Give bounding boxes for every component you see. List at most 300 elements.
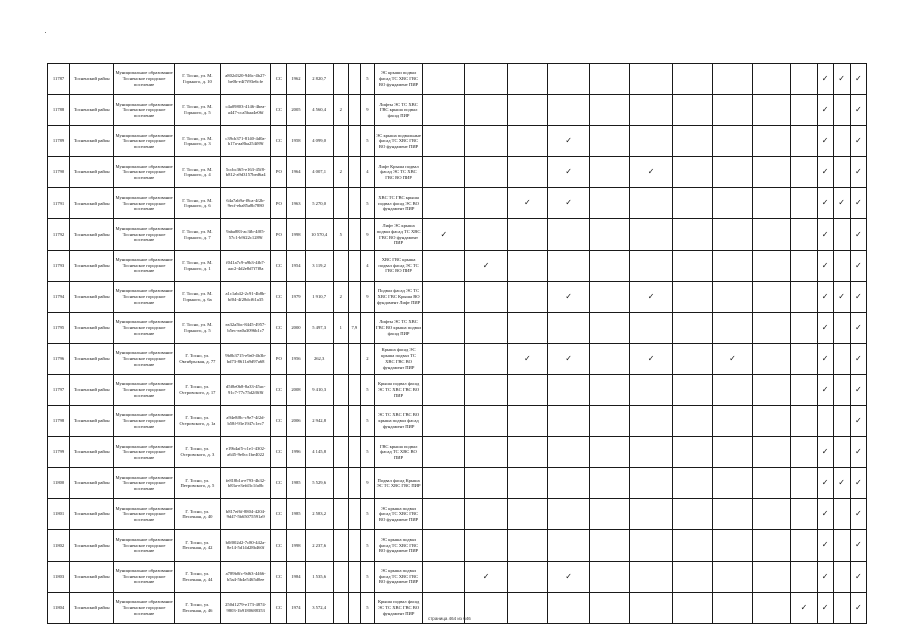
cell-c1: 5 [333,219,348,250]
empty-check-cell [753,188,791,219]
cell-area: 3 119,2 [305,250,333,281]
cell-district: Тосненский район [70,468,114,499]
empty-check-cell [791,157,817,188]
empty-check-cell [833,312,850,343]
cell-area: 2 583,2 [305,499,333,530]
empty-check-cell [630,499,672,530]
cell-address: Г. Тосно, ул. Островского, д. 3 [174,437,220,468]
empty-check-cell [465,157,507,188]
cell-works: ЭС крыши подвал фасад ТС ХВС ГВС ВО фундамент ПИР [374,64,422,95]
cell-address: Г. Тосно, ул. М. Горького, д. 6 [174,188,220,219]
empty-check-cell [423,312,465,343]
cell-c3: 5 [360,64,374,95]
cell-district: Тосненский район [70,157,114,188]
empty-check-cell [590,561,630,592]
cell-type: СС [271,530,287,561]
table-row [48,64,867,95]
empty-check-cell [590,437,630,468]
cell-district: Тосненский район [70,64,114,95]
empty-check-cell [507,219,547,250]
cell-year: 1984 [287,561,305,592]
cell-id: f041a7c9-a9b3-4fb7-aac2-4d2e8d7f7f8a [221,250,271,281]
empty-check-cell [465,281,507,312]
empty-check-cell [590,499,630,530]
cell-id: c39cb371-8140-4d0a-b17a-aa8ba254f89f [221,126,271,157]
empty-check-cell [465,312,507,343]
cell-n: 11791 [48,188,70,219]
cell-owner: Муниципальное образование Тосненское городское поселение [114,561,174,592]
cell-works: ЭС крыша подвал фасад ТС ХВС ГВС ВО фундамент ПИР [374,561,422,592]
checkmark-icon: ✓ [850,561,866,592]
empty-check-cell [833,530,850,561]
cell-id: b817ef6f-8804-4204-9d47-5b65075591a9 [221,499,271,530]
cell-area: 2 942,8 [305,406,333,437]
cell-c1 [333,499,348,530]
empty-check-cell [423,281,465,312]
empty-check-cell [791,312,817,343]
cell-c1 [333,343,348,374]
empty-check-cell [712,499,752,530]
cell-area: 5 529,6 [305,468,333,499]
cell-c1 [333,437,348,468]
empty-check-cell [465,126,507,157]
cell-c3: 9 [360,219,374,250]
checkmark-icon: ✓ [817,343,833,374]
checkmark-icon: ✓ [547,281,589,312]
empty-check-cell [833,592,850,623]
cell-n: 11794 [48,281,70,312]
cell-owner: Муниципальное образование Тосненское городское поселение [114,64,174,95]
cell-id: 5ccbc365-e163-45f8-b812-a9d3157bed6a4 [221,157,271,188]
empty-check-cell [753,95,791,126]
empty-check-cell [791,95,817,126]
cell-district: Тосненский район [70,281,114,312]
cell-c3: 5 [360,374,374,405]
cell-c1 [333,374,348,405]
cell-works: ЭС крыша подвальные фасад ТС ХВС ГВС ВО фундамент ПИР [374,126,422,157]
cell-n: 11800 [48,468,70,499]
cell-c2 [348,250,360,281]
empty-check-cell [590,468,630,499]
cell-id: d5f8e0b8-8a33-45ac-91c7-77c75d2f0f8f [221,374,271,405]
empty-check-cell [423,468,465,499]
cell-c2 [348,343,360,374]
cell-c2: 7,9 [348,312,360,343]
empty-check-cell [507,530,547,561]
empty-check-cell [590,126,630,157]
cell-year: 1974 [287,592,305,623]
cell-district: Тосненский район [70,126,114,157]
checkmark-icon: ✓ [507,188,547,219]
empty-check-cell [672,188,712,219]
cell-address: Г. Тосно, ул. Песочная, д. 46 [174,592,220,623]
empty-check-cell [423,530,465,561]
empty-check-cell [507,592,547,623]
table-row [48,188,867,219]
table-row [48,157,867,188]
cell-year: 1963 [287,188,305,219]
cell-c2 [348,157,360,188]
checkmark-icon: ✓ [791,592,817,623]
empty-check-cell [753,157,791,188]
cell-c2 [348,530,360,561]
empty-check-cell [712,561,752,592]
cell-n: 11787 [48,64,70,95]
table-row [48,374,867,405]
empty-check-cell [630,312,672,343]
cell-c3: 5 [360,437,374,468]
empty-check-cell [465,343,507,374]
cell-owner: Муниципальное образование Тосненское городское поселение [114,343,174,374]
cell-year: 1996 [287,437,305,468]
empty-check-cell [712,95,752,126]
empty-check-cell [833,561,850,592]
empty-check-cell [712,157,752,188]
cell-n: 11799 [48,437,70,468]
empty-check-cell [630,561,672,592]
cell-district: Тосненский район [70,188,114,219]
cell-works: Крыша подвал фасад ЭС ТС ХВС ГВС ВО фундамент ПИР [374,592,422,623]
cell-year: 1956 [287,343,305,374]
cell-c3: 5 [360,499,374,530]
checkmark-icon: ✓ [817,530,833,561]
table-row [48,437,867,468]
empty-check-cell [833,157,850,188]
table-row [48,530,867,561]
checkmark-icon: ✓ [817,561,833,592]
empty-check-cell [672,64,712,95]
cell-c3: 2 [360,343,374,374]
empty-check-cell [507,95,547,126]
checkmark-icon: ✓ [817,592,833,623]
cell-c1 [333,592,348,623]
checkmark-icon: ✓ [850,592,866,623]
checkmark-icon: ✓ [850,64,866,95]
cell-c1 [333,561,348,592]
empty-check-cell [791,437,817,468]
empty-check-cell [791,64,817,95]
checkmark-icon: ✓ [850,406,866,437]
cell-c2 [348,219,360,250]
empty-check-cell [672,468,712,499]
cell-works: Лифт ЭС крыша подвал фасад ТС ХВС ГВС ВО фундамент ПИР [374,219,422,250]
cell-area: 2 237,6 [305,530,333,561]
cell-type: РО [271,188,287,219]
empty-check-cell [465,530,507,561]
empty-check-cell [547,64,589,95]
checkmark-icon: ✓ [833,64,850,95]
table-row [48,561,867,592]
empty-check-cell [630,95,672,126]
cell-district: Тосненский район [70,592,114,623]
empty-check-cell [590,95,630,126]
cell-n: 11792 [48,219,70,250]
empty-check-cell [712,250,752,281]
cell-c1 [333,530,348,561]
empty-check-cell [712,437,752,468]
checkmark-icon: ✓ [833,281,850,312]
empty-check-cell [753,530,791,561]
checkmark-icon: ✓ [850,281,866,312]
cell-n: 11802 [48,530,70,561]
empty-check-cell [590,250,630,281]
cell-address: Г. Тосно, ул. М. Горького, д. 6а [174,281,220,312]
cell-type: СС [271,592,287,623]
empty-check-cell [791,468,817,499]
cell-n: 11796 [48,343,70,374]
cell-id: fe818b1a-e793-4b32-b83a-e3efd3c1fa0b [221,468,271,499]
checkmark-icon: ✓ [833,188,850,219]
empty-check-cell [547,95,589,126]
cell-n: 11795 [48,312,70,343]
cell-district: Тосненский район [70,406,114,437]
cell-type: СС [271,374,287,405]
cell-works: Подвал фасад Крыша ЭС ТС ХВС ГВС ПИР [374,468,422,499]
empty-check-cell [712,530,752,561]
cell-address: Г. Тосно, ул. Октябрьская, д. 77 [174,343,220,374]
cell-address: Г. Тосно, ул. Островского, д. 17 [174,374,220,405]
empty-check-cell [465,499,507,530]
table-row [48,406,867,437]
empty-check-cell [590,157,630,188]
cell-c2 [348,468,360,499]
cell-district: Тосненский район [70,530,114,561]
empty-check-cell [672,374,712,405]
empty-check-cell [507,468,547,499]
cell-c2 [348,126,360,157]
cell-owner: Муниципальное образование Тосненское городское поселение [114,468,174,499]
cell-year: 2005 [287,95,305,126]
empty-check-cell [791,561,817,592]
checkmark-icon: ✓ [547,188,589,219]
empty-check-cell [423,157,465,188]
cell-id: ea32a5bc-8445-4957-b5ec-ea0a3096b1c7 [221,312,271,343]
empty-check-cell [630,406,672,437]
empty-check-cell [672,437,712,468]
cell-c3: 9 [360,95,374,126]
empty-check-cell [753,343,791,374]
cell-works: Крыша подвал фасад ЭС ТС ХВС ГВС ВО ПИР [374,374,422,405]
empty-check-cell [672,250,712,281]
cell-area: 1 910,7 [305,281,333,312]
cell-type: РО [271,157,287,188]
empty-check-cell [630,126,672,157]
empty-check-cell [630,219,672,250]
cell-works: ГВС крыша подвал фасад ТС ХВС ВО ПИР [374,437,422,468]
cell-id: 9aba883-ac3fb-4f05-57c1-b9f22c1289f [221,219,271,250]
cell-c3: 4 [360,250,374,281]
empty-check-cell [833,343,850,374]
empty-check-cell [833,250,850,281]
cell-type: СС [271,250,287,281]
cell-owner: Муниципальное образование Тосненское городское поселение [114,95,174,126]
empty-check-cell [791,530,817,561]
cell-c2 [348,406,360,437]
empty-check-cell [672,95,712,126]
empty-check-cell [465,437,507,468]
cell-type: РО [271,343,287,374]
empty-check-cell [753,406,791,437]
cell-owner: Муниципальное образование Тосненское городское поселение [114,126,174,157]
empty-check-cell [630,188,672,219]
empty-check-cell [753,561,791,592]
empty-check-cell [833,95,850,126]
cell-district: Тосненский район [70,250,114,281]
empty-check-cell [833,219,850,250]
cell-c2 [348,561,360,592]
empty-check-cell [672,343,712,374]
empty-check-cell [423,561,465,592]
cell-district: Тосненский район [70,312,114,343]
cell-district: Тосненский район [70,219,114,250]
cell-type: РО [271,219,287,250]
cell-c1 [333,188,348,219]
checkmark-icon: ✓ [712,343,752,374]
cell-c3: 4 [360,157,374,188]
empty-check-cell [833,437,850,468]
cell-owner: Муниципальное образование Тосненское городское поселение [114,157,174,188]
cell-c1: 1 [333,312,348,343]
empty-check-cell [590,343,630,374]
cell-c2 [348,499,360,530]
empty-check-cell [672,499,712,530]
table-row [48,95,867,126]
empty-check-cell [507,561,547,592]
cell-area: 10 570,4 [305,219,333,250]
checkmark-icon: ✓ [850,437,866,468]
empty-check-cell [547,219,589,250]
cell-n: 11790 [48,157,70,188]
empty-check-cell [630,437,672,468]
cell-type: СС [271,312,287,343]
checkmark-icon: ✓ [850,250,866,281]
empty-check-cell [590,312,630,343]
empty-check-cell [753,219,791,250]
cell-address: Г. Тосно, ул. М. Горького, д. 10 [174,64,220,95]
empty-check-cell [791,219,817,250]
cell-id: 9b0b3715-e9a0-4b3b-bd73-8611a9d97a68 [221,343,271,374]
cell-works: Подвал фасад ЭС ТС ХВС ГВС Крыша ВО фундамент Лифт ПИР [374,281,422,312]
empty-check-cell [712,312,752,343]
cell-year: 2008 [287,374,305,405]
cell-n: 11789 [48,126,70,157]
cell-id: e19b4af5-c1e1-4302-a645-9e0cc1be4022 [221,437,271,468]
empty-check-cell [547,437,589,468]
empty-check-cell [753,64,791,95]
empty-check-cell [712,406,752,437]
checkmark-icon: ✓ [850,188,866,219]
empty-check-cell [753,281,791,312]
checkmark-icon: ✓ [465,250,507,281]
empty-check-cell [791,126,817,157]
empty-check-cell [465,468,507,499]
cell-owner: Муниципальное образование Тосненское городское поселение [114,592,174,623]
table-row [48,499,867,530]
checkmark-icon: ✓ [850,157,866,188]
empty-check-cell [630,250,672,281]
checkmark-icon: ✓ [850,343,866,374]
empty-check-cell [465,592,507,623]
empty-check-cell [712,219,752,250]
checkmark-icon: ✓ [817,312,833,343]
cell-address: Г. Тосно, ул. Песочная, д. 40 [174,499,220,530]
cell-address: Г. Тосно, ул. Песочная, д. 44 [174,561,220,592]
empty-check-cell [672,281,712,312]
empty-check-cell [791,343,817,374]
cell-address: Г. Тосно, ул. М. Горького, д. 3 [174,126,220,157]
cell-c2 [348,95,360,126]
cell-type: СС [271,64,287,95]
cell-area: 9 410,3 [305,374,333,405]
cell-owner: Муниципальное образование Тосненское городское поселение [114,499,174,530]
checkmark-icon: ✓ [833,468,850,499]
cell-c2 [348,188,360,219]
cell-c1 [333,126,348,157]
cell-c2 [348,64,360,95]
cell-n: 11801 [48,499,70,530]
empty-check-cell [791,374,817,405]
cell-works: ХВС ТС ГВС крыша подвал фасад ЭС ВО фундамент ПИР [374,188,422,219]
empty-check-cell [753,499,791,530]
cell-type: СС [271,406,287,437]
empty-check-cell [753,592,791,623]
cell-works: Лифт Крыша подвал фасад ЭС ТС ХВС ГВС ВО ПИР [374,157,422,188]
cell-id: a94e8f8c-c9e7-4f2d-b58f-93e1947c1ec7 [221,406,271,437]
cell-type: СС [271,126,287,157]
checkmark-icon: ✓ [817,95,833,126]
empty-check-cell [630,374,672,405]
empty-check-cell [630,64,672,95]
cell-owner: Муниципальное образование Тосненское городское поселение [114,188,174,219]
checkmark-icon: ✓ [817,157,833,188]
table-row [48,126,867,157]
empty-check-cell [507,126,547,157]
table-row [48,219,867,250]
cell-c2 [348,437,360,468]
cell-c1 [333,406,348,437]
empty-check-cell [672,406,712,437]
empty-check-cell [791,250,817,281]
empty-check-cell [423,126,465,157]
empty-check-cell [791,281,817,312]
empty-check-cell [507,157,547,188]
cell-year: 1998 [287,219,305,250]
table-row [48,343,867,374]
checkmark-icon: ✓ [817,468,833,499]
empty-check-cell [753,437,791,468]
cell-c1 [333,64,348,95]
cell-address: Г. Тосно, ул. М. Горького, д. 1 [174,250,220,281]
cell-district: Тосненский район [70,95,114,126]
empty-check-cell [507,499,547,530]
empty-check-cell [423,64,465,95]
cell-c3 [360,312,374,343]
checkmark-icon: ✓ [817,219,833,250]
empty-check-cell [465,219,507,250]
table-row [48,468,867,499]
cell-address: Г. Тосно, ул. М. Горького, д. 4 [174,157,220,188]
empty-check-cell [507,64,547,95]
empty-check-cell [590,530,630,561]
cell-c3: 5 [360,126,374,157]
cell-owner: Муниципальное образование Тосненское городское поселение [114,437,174,468]
empty-check-cell [712,592,752,623]
empty-check-cell [791,188,817,219]
cell-c3: 5 [360,406,374,437]
empty-check-cell [465,64,507,95]
empty-check-cell [423,343,465,374]
cell-district: Тосненский район [70,437,114,468]
